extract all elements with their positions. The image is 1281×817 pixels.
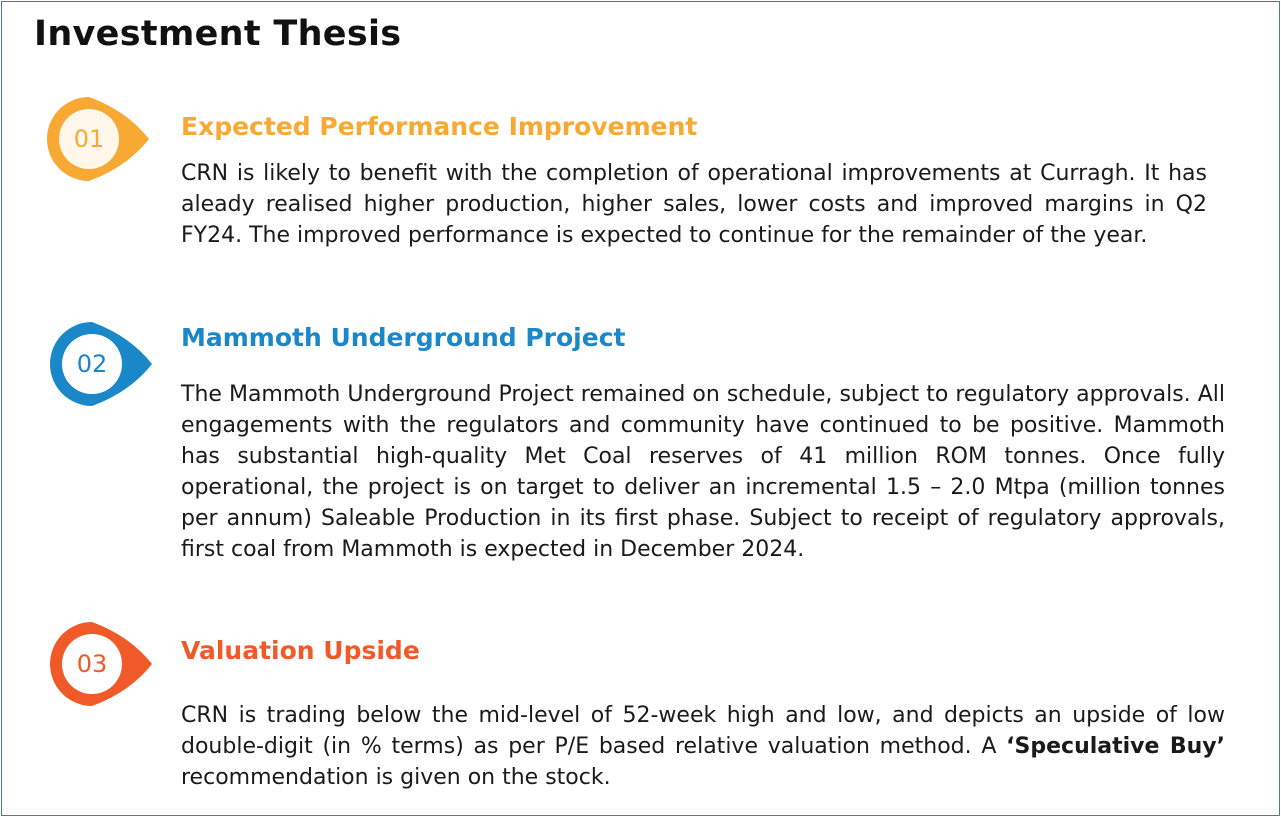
page-title: Investment Thesis	[34, 14, 402, 54]
section-number: 02	[76, 350, 108, 378]
section-number: 01	[73, 125, 105, 153]
section-body: CRN is likely to benefit with the completion of operational improvements at Curragh. It has aleady realised higher production, higher sales, lower costs and improved margins in Q2 FY24. The improved performance is expected to continue for the remainder of the year.	[181, 161, 1207, 248]
section-body: The Mammoth Underground Project remained on schedule, subject to regulatory approvals. All engagements with the regulators and community have continued to be positive. Mammoth has substantial high-quality Met Coal reserves of 41 million ROM tonnes. Once fully operational, the project is on target to deliver an incremental 1.5 – 2.0 Mtpa (million tonnes per annum) Saleable Production in its first phase. Subject to receipt of regulatory approvals, first coal from Mammoth is expected in December 2024.	[181, 382, 1225, 562]
section-marker-01	[47, 97, 151, 181]
section-marker-02	[50, 322, 154, 406]
section-number: 03	[76, 650, 108, 678]
body-text-after: recommendation is given on the stock.	[181, 765, 611, 790]
document-frame	[1, 1, 1280, 816]
section-heading: Valuation Upside	[181, 636, 420, 665]
section-heading: Expected Performance Improvement	[181, 112, 698, 141]
section-marker-03	[50, 622, 154, 706]
section-heading: Mammoth Underground Project	[181, 323, 626, 352]
section-body	[181, 700, 1225, 793]
recommendation-label: ‘Speculative Buy’	[1006, 734, 1225, 759]
body-text-before: CRN is trading below the mid-level of 52-week high and low, and depicts an upside of low double-digit (in % terms) as per P/E based relative valuation method. A	[181, 703, 1225, 759]
